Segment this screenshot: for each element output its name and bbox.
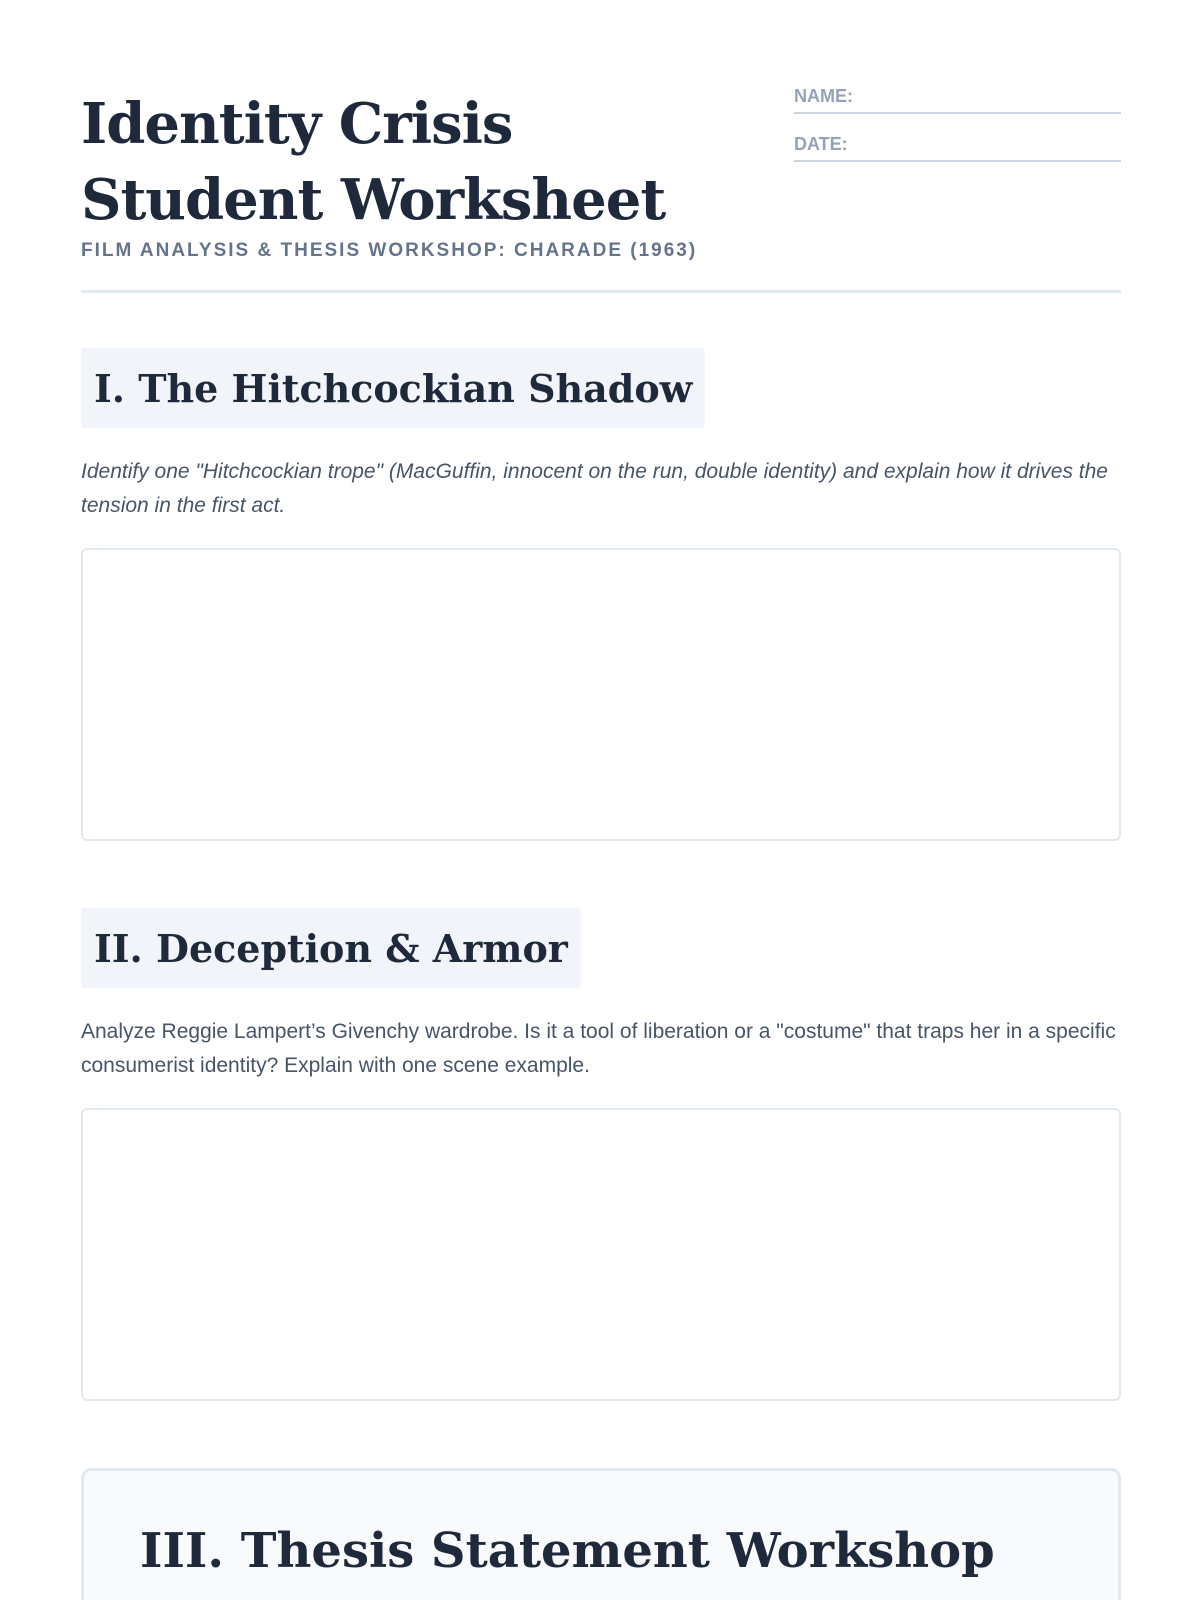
worksheet-title: Identity Crisis Student Worksheet [81, 91, 666, 233]
section-2-answer-box[interactable] [81, 1108, 1121, 1401]
name-label: NAME: [794, 85, 853, 106]
name-field[interactable] [794, 80, 1121, 114]
thesis-workshop-panel [81, 1468, 1121, 1600]
student-info-fields [794, 80, 1121, 176]
section-2-prompt: Analyze Reggie Lampert’s Givenchy wardrobe. Is it a tool of liberation or a "costume" that traps her in a specific consumerist identity? Explain with one scene example. [81, 1020, 1116, 1077]
section-1-heading: I. The Hitchcockian Shadow [81, 348, 705, 428]
section-1-answer-box[interactable] [81, 548, 1121, 841]
section-1-prompt: Identify one "Hitchcockian trope" (MacGuffin, innocent on the run, double identity) and explain how it drives the tension in the first act. [81, 460, 1108, 517]
section-2-heading: II. Deception & Armor [81, 908, 581, 988]
thesis-workshop-heading: III. Thesis Statement Workshop [140, 1523, 995, 1579]
date-field[interactable] [794, 128, 1121, 162]
date-label: DATE: [794, 133, 848, 154]
worksheet-subtitle: FILM ANALYSIS & THESIS WORKSHOP: CHARADE (1963) [81, 240, 698, 261]
worksheet-header [81, 80, 1121, 293]
